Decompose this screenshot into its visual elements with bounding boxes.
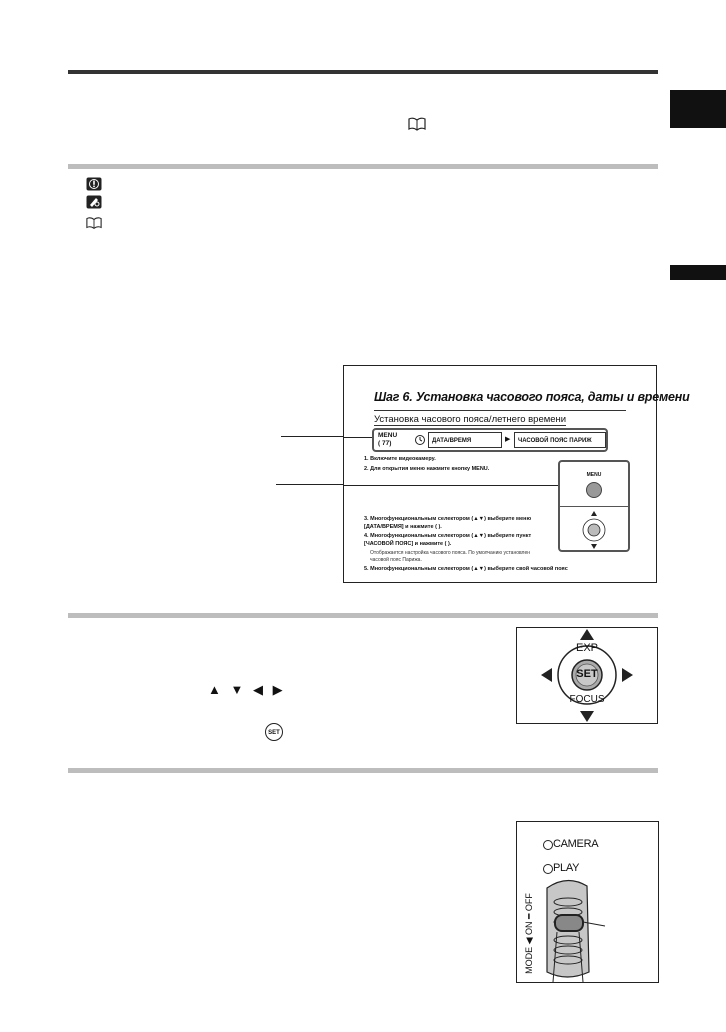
- play-label: PLAY: [553, 862, 580, 874]
- title-underline: [374, 410, 626, 411]
- manual-step: [ДАТА/ВРЕМЯ] и нажмите ( ).: [364, 524, 442, 530]
- note-icon: [86, 195, 102, 209]
- manual-title: Шаг 6. Установка часового пояса, даты и времени: [374, 390, 690, 404]
- set-button-icon: SET: [265, 723, 283, 741]
- arrow-left-icon: ◀: [253, 682, 266, 697]
- manual-step: 2. Для открытия меню нажмите кнопку MENU.: [364, 466, 490, 472]
- manual-note: Отображается настройка часового пояса. По умолчанию установлен: [370, 550, 530, 556]
- section-rule-1: [68, 164, 658, 169]
- manual-step: 5. Многофункциональным селектором (▲▼) выберите свой часовой пояс: [364, 566, 568, 572]
- manual-step: 1. Включите видеокамеру.: [364, 456, 436, 462]
- arrow-down-icon: ▼: [230, 682, 247, 697]
- book-reference-icon: [408, 117, 426, 131]
- callout-line-1: [281, 436, 343, 437]
- book-reference-icon: [86, 216, 102, 230]
- manual-page-figure: [343, 365, 690, 583]
- top-rule: [68, 70, 658, 74]
- menu-label: [378, 432, 397, 448]
- manual-step: 4. Многофункциональным селектором (▲▼) выберите пункт: [364, 533, 532, 539]
- menu-button-graphic: [586, 482, 602, 498]
- menu-label-line2: ( 77): [378, 440, 392, 447]
- set-label: SET: [576, 668, 598, 680]
- menu-button-label: MENU: [586, 472, 602, 478]
- menu-path-box: [372, 428, 608, 452]
- section-rule-3: [68, 768, 658, 773]
- callout-line-1-inner: [343, 437, 372, 438]
- arrow-right-icon: ▶: [505, 436, 511, 443]
- menu-cell-timezone: ЧАСОВОЙ ПОЯС ПАРИЖ: [514, 432, 606, 448]
- mini-joystick-icon: [572, 510, 616, 550]
- manual-note: часовой пояс Парижа.: [370, 557, 422, 563]
- manual-controls-box: [558, 460, 630, 552]
- arrow-symbols: [208, 682, 286, 698]
- chapter-tab-primary: [670, 90, 726, 128]
- callout-line-2-inner: [343, 485, 558, 486]
- mode-switch-illustration: [516, 821, 659, 983]
- arrow-up-icon: ▲: [208, 682, 224, 697]
- chapter-tab-secondary: [670, 265, 726, 280]
- power-switch-graphic: [517, 822, 658, 982]
- section-rule-2: [68, 613, 658, 618]
- manual-step: 3. Многофункциональным селектором (▲▼) выберите меню: [364, 516, 532, 522]
- manual-step: [ЧАСОВОЙ ПОЯС] и нажмите ( ).: [364, 541, 452, 547]
- joystick-illustration: [516, 627, 658, 724]
- controls-divider: [560, 506, 628, 507]
- arrow-right-icon: ▶: [272, 682, 286, 697]
- power-switch-label: MODE ◀ ON ━ OFF: [523, 893, 534, 974]
- menu-label-line1: MENU: [378, 432, 398, 439]
- clock-icon: [414, 434, 426, 446]
- focus-label: FOCUS: [569, 694, 605, 705]
- caution-icon: [86, 177, 102, 191]
- exp-label: EXP: [575, 642, 598, 654]
- camera-label: CAMERA: [553, 838, 599, 850]
- manual-subtitle: Установка часового пояса/летнего времени: [374, 414, 567, 425]
- menu-cell-datetime: ДАТА/ВРЕМЯ: [428, 432, 502, 448]
- callout-line-2: [276, 484, 343, 485]
